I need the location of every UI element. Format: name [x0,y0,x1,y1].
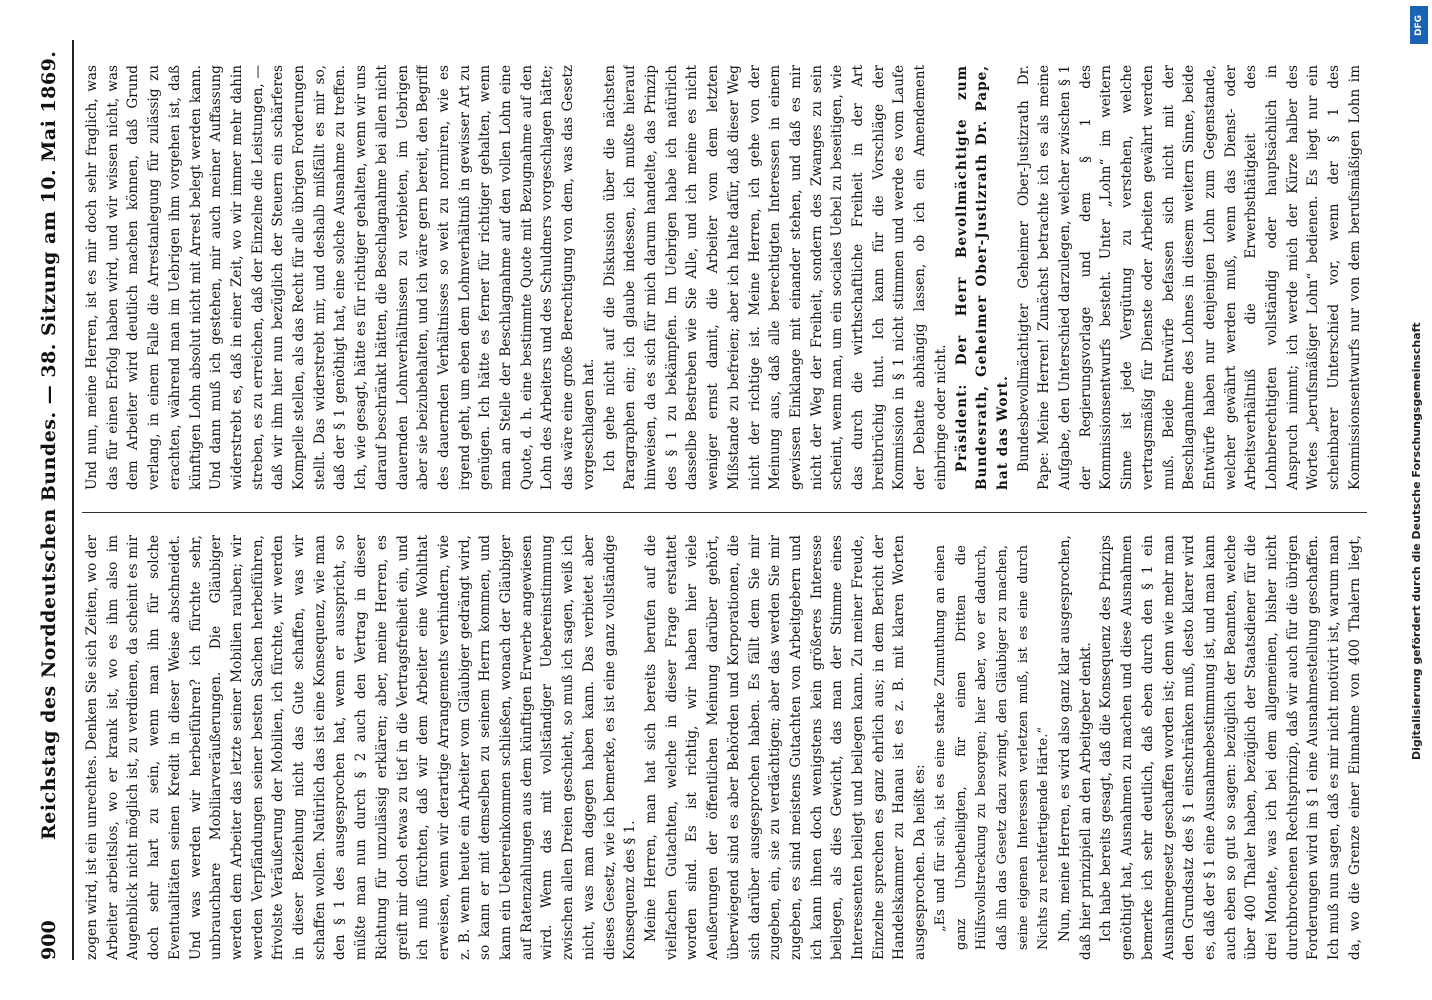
header-rule [72,40,74,960]
paragraph: zogen wird, ist ein unrechtes. Denken Sie sich Zeiten, wo der Arbeiter arbeitslos, wo er krank ist, wo es ihm also im Augenblick nicht möglich ist, zu verdienen, da scheint es mir doch sehr hart zu sein, wenn man ihn für solche Eventualitäten seinen Kredit in dieser Weise abschneidet. Und was werden wir herbeiführen? ich fürchte sehr, unbrauchbare Mobiliarveräußerungen. Die Gläubiger werden dem Arbeiter das letzte seiner Mobilien rauben; wir werden Verpfändungen seiner besten Sachen herbeiführen, frivolste Veräußerung der Mobilien, ich fürchte, wir werden in dieser Beziehung nicht das Gute schaffen, was wir schaffen wollen. Natürlich das ist eine Konsequenz, wie man den § 1 des ausgesprochen hat, wenn er ausspricht, so müßte man nun durch § 2 auch den Vertrag in dieser Richtung für unzulässig erklären; aber, meine Herren, es greift mir doch etwas zu tief in die Vertragsfreiheit ein, und ich muß fürchten, daß wir dem Arbeiter eine Wohlthat erweisen, wenn wir derartige Arrangements verhindern, wie z. B. wenn heute ein Arbeiter vom Gläubiger gedrängt wird, so kann er mit demselben zu seinem Herrn kommen, und kann ein Uebereinkommen schließen, wonach der Gläubiger auf Ratenzahlungen aus dem künftigen Erwerbe angewiesen wird. Wenn das mit vollständiger Uebereinstimmung zwischen allen Dreien geschieht, so muß ich sagen, weiß ich nicht, was man dagegen haben kann. Das verbietet aber dieses Gesetz, wie ich bemerke, es ist eine ganz vollständige Konsequenz des § 1. [84,535,639,960]
page-header [38,40,68,960]
speaker-paragraph: Präsident: Der Herr Bevollmächtigte zum Bundesrath, Geheimer Ober-Justizrath Dr. Pape, hat das Wort. [953,65,1011,490]
right-column [82,65,1367,490]
dfg-sidebar [1406,0,1432,1000]
paragraph: Nun, meine Herren, es wird also ganz klar ausgesprochen, daß hier prinzipiell an den Arbeitgeber denkt. [1057,535,1094,960]
digitization-credit: Digitalisierung gefördert durch die Deutsche Forschungsgemeinschaft [1410,322,1423,760]
paragraph: Und nun, meine Herren, ist es mir doch sehr fraglich, was das für einen Erfolg haben wird, und wir wissen nicht, was dem Arbeiter wird deutlich machen können, daß Grund verlang, in einem Falle die Arrestanlegung für zulässig zu erachten, während man im Uebrigen ihm vorgehen ist, daß künftigen Lohn absolut nicht mit Arrest belegt werden kann. Und dann muß ich gestehen, mir auch meiner Auffassung widerstrebt es, daß in einer Zeit, wo wir immer mehr dahin streben, es zu erreichen, daß der Einzelne die Leistungen, — daß wir ihm hier nun bezüglich der Steuern ein schärferes Kompelle stellen, als das Recht für alle übrigen Forderungen stellt. Das widerstrebt mir, und deshalb mißfällt es mir so, daß der § 1 genöthigt hat, eine solche Ausnahme zu treffen. Ich, wie gesagt, hätte es für richtiger gehalten, wenn wir uns darauf beschränkt hätten, die Beschlagnahme bei allen nicht dauernden Lohnverhältnissen zu verbieten, im Uebrigen aber sie beizubehalten, und ich wäre gern bereit, den Begriff des dauernden Verhältnisses so weit zu normiren, wie es irgend geht, um eben dem Lohnverhältniß in gewisser Art zu genügen. Ich hätte es ferner für richtiger gehalten, wenn man an Stelle der Beschlagnahme auf den vollen Lohn eine Quote, d. h. eine bestimmte Quote mit Bezugnahme auf den Lohn des Arbeiters und des Schuldners vorgeschlagen hätte; das wäre eine große Berechtigung von dem, was das Gesetz vorgeschlagen hat. [84,65,597,490]
page-number: 900 [38,920,60,960]
paragraph: Ich gehe nicht auf die Diskussion über die nächsten Paragraphen ein; ich glaube indessen, ich mußte hierauf hinweisen, da es sich für mich darum handelte, das Prinzip des § 1 zu bekämpfen. Im Uebrigen habe ich natürlich dasselbe Bestreben wie Sie Alle, und ich meine es nicht weniger ernst damit, die Arbeiter vom dem letzten Mißstande zu befreien; aber ich halte dafür, daß dieser Weg nicht der richtige ist. Meine Herren, ich gehe von der Meinung aus, daß alle berechtigten Interessen in einem gewissen Einklange mit einander stehen, und daß es mir nicht der Weg der Freiheit, sondern des Zwanges zu sein scheint, wenn man, um ein sociales Uebel zu beseitigen, wie das durch die wirthschaftliche Freiheit in der Art breitbrüchig thut. Ich kann für die Vorschläge der Kommission in § 1 nicht stimmen und werde es vom Laufe der Debatte abhängig lassen, ob ich ein Amendement einbringe oder nicht. [601,65,949,490]
running-title: Reichstag des Norddeutschen Bundes. — 38. Sitzung am 10. Mai 1869. [38,50,60,840]
dfg-logo: DFG [1410,6,1428,44]
paragraph: Ich habe bereits gesagt, daß die Konsequenz des Prinzips genöthigt hat, Ausnahmen zu machen und diese Ausnahmen bemerke ich sehr deutlich, daß eben durch den § 1 ein Ausnahmegesetz geschaffen worden ist; denn wie mehr man den Grundsatz des § 1 einschränken muß, desto klarer wird es, daß der § 1 eine Ausnahmebestimmung ist, und man kann auch eben so gut so sagen: bezüglich der Beamten, welche über 400 Thaler haben, bezüglich der Staatsdiener für die drei Monate, was ich bei dem allgemeinen, bisher nicht durchbrochenen Rechtsprinzip, daß wir auch für die übrigen Forderungen wird im § 1 eine Ausnahmestellung geschaffen. Ich muß nun sagen, daß es mir nicht motivirt ist, warum man da, wo die Grenze einer Einnahme von 400 Thalern liegt, [1098,535,1363,960]
left-column [82,535,1367,960]
column-divider [82,512,1367,513]
paragraph: Bundesbevollmächtigter Geheimer Ober-Justizrath Dr. Pape: Meine Herren! Zunächst betrachte ich es als meine Aufgabe, den Unterschied darzulegen, welcher zwischen § 1 der Regierungsvorlage und dem § 1 des Kommissionsentwurfs besteht. Unter „Lohn“ im weitern Sinne ist jede Vergütung zu verstehen, welche vertragsmäßig für Dienste oder Arbeiten gewährt werden muß. Beide Entwürfe befassen sich nicht mit der Beschlagnahme des Lohnes in diesem weitern Sinne, beide Entwürfe haben nur denjenigen Lohn zum Gegenstande, welcher gewährt werden muß, wenn das Dienst- oder Arbeitsverhältniß die Erwerbsthätigkeit des Lohnberechtigten vollständig oder hauptsächlich in Anspruch nimmt; ich werde mich der Kürze halber des Wortes „berufsmäßiger Lohn“ bedienen. Es liegt nur ein scheinbarer Unterschied vor, wenn der § 1 des Kommissionsentwurfs nur von dem berufsmäßigen Lohn im [1015,65,1363,490]
quotation: „Es und für sich, ist es eine starke Zumuthung an einen ganz Unbetheiligten, für einen Dritten die Hülfsvollstreckung zu besorgen; hier aber, wo er dadurch, daß ihn das Gesetz dazu zwingt, den Gläubiger zu machen, seine eigenen Interessen verletzen muß, ist es eine durch Nichts zu rechtfertigende Härte.“ [932,545,1052,950]
paragraph: Meine Herren, man hat sich bereits berufen auf die vielfachen Gutachten, welche in dieser Frage erstattet worden sind. Es ist richtig, wir haben hier viele Aeußerungen der öffentlichen Meinung darüber gehört, überwiegend sind es aber Behörden und Korporationen, die sich darüber ausgesprochen haben. Es fällt dem Sie mir zugeben, ein, sie zu verdächtigen; aber das werden Sie mir zugeben, es sind meistens Gutachten von Arbeitgebern und ich kann ihnen doch wenigstens kein größeres Interesse beilegen, als dies Gewicht, das man der Stimme eines Interessenten beilegt und beilegen kann. Zu meiner Freude, Einzelne sprechen es ganz ehrlich aus; in dem Bericht der Handelskammer zu Hanau ist es z. B. mit klaren Worten ausgesprochen. Da heißt es: [642,535,929,960]
